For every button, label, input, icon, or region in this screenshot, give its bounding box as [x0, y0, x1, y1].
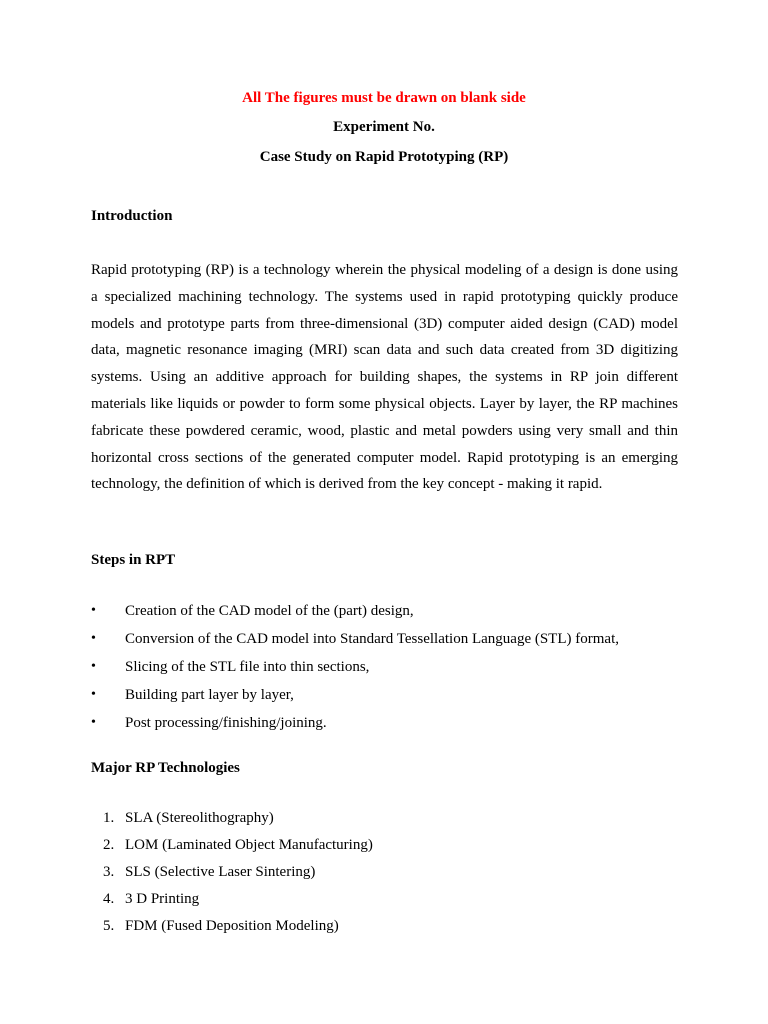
list-item — [91, 629, 619, 657]
steps-heading: Steps in RPT — [91, 552, 176, 568]
list-item — [103, 889, 373, 916]
bullet-icon: • — [91, 715, 96, 730]
list-item — [91, 601, 619, 629]
technology-text: SLS (Selective Laser Sintering) — [125, 864, 316, 880]
step-text: Post processing/finishing/joining. — [125, 715, 327, 731]
step-text: Creation of the CAD model of the (part) design, — [125, 603, 414, 619]
introduction-heading: Introduction — [91, 208, 173, 224]
technology-text: LOM (Laminated Object Manufacturing) — [125, 837, 373, 853]
introduction-paragraph: Rapid prototyping (RP) is a technology wherein the physical modeling of a design is done using a specialized machining technology. The systems used in rapid prototyping quickly produce models and prototype parts from three-dimensional (3D) computer aided design (CAD) model data, magnetic resonance imaging (MRI) scan data and such data created from 3D digitizing systems. Using an additive approach for building shapes, the systems in RP join different materials like liquids or powder to form some physical objects. Layer by layer, the RP machines fabricate these powdered ceramic, wood, plastic and metal powders using very small and thin horizontal cross sections of the generated computer model. Rapid prototyping is an emerging technology, the definition of which is derived from the key concept - making it rapid. — [91, 262, 678, 493]
bullet-icon: • — [91, 687, 96, 702]
item-number: 5. — [103, 918, 115, 934]
technology-text: 3 D Printing — [125, 891, 200, 907]
step-text: Building part layer by layer, — [125, 687, 294, 703]
item-number: 4. — [103, 891, 115, 907]
step-text: Conversion of the CAD model into Standard Tessellation Language (STL) format, — [125, 631, 619, 647]
list-item — [103, 808, 373, 835]
technologies-heading: Major RP Technologies — [91, 760, 240, 776]
list-item — [91, 713, 619, 741]
experiment-number-label: Experiment No. — [333, 119, 435, 135]
technology-text: SLA (Stereolithography) — [125, 810, 274, 826]
list-item — [103, 916, 373, 943]
technology-text: FDM (Fused Deposition Modeling) — [125, 918, 339, 934]
item-number: 2. — [103, 837, 115, 853]
list-item — [103, 835, 373, 862]
steps-list — [91, 601, 619, 741]
bullet-icon: • — [91, 659, 96, 674]
bullet-icon: • — [91, 603, 96, 618]
item-number: 3. — [103, 864, 115, 880]
technologies-list — [103, 808, 373, 943]
case-study-title: Case Study on Rapid Prototyping (RP) — [259, 149, 509, 165]
list-item — [103, 862, 373, 889]
figures-notice: All The figures must be drawn on blank side — [242, 90, 526, 106]
item-number: 1. — [103, 810, 115, 826]
list-item — [91, 657, 619, 685]
bullet-icon: • — [91, 631, 96, 646]
step-text: Slicing of the STL file into thin sections, — [125, 659, 370, 675]
list-item — [91, 685, 619, 713]
